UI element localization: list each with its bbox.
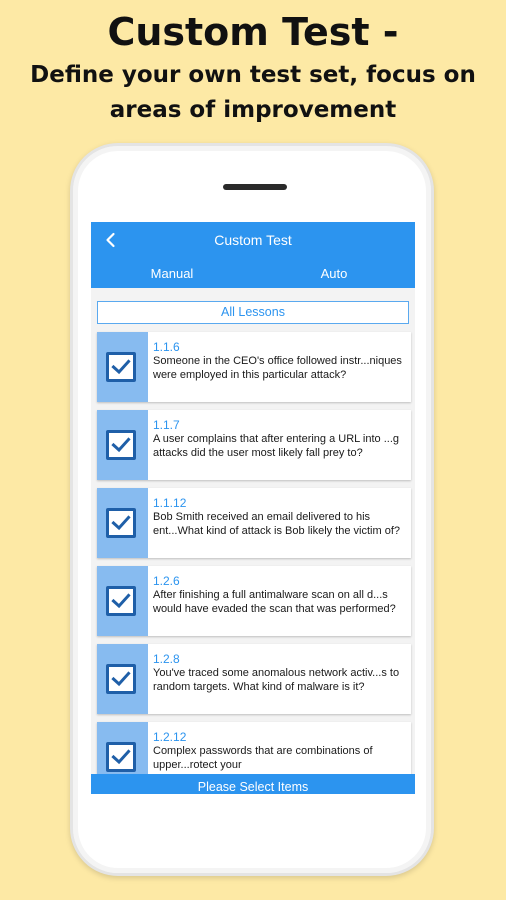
checkmark-icon [111, 670, 131, 688]
item-question-text: Bob Smith received an email delivered to his ent...What kind of attack is Bob likely the victim of? [153, 511, 400, 537]
list-item[interactable] [97, 488, 411, 558]
item-question-text: Someone in the CEO's office followed instr...niques were employed in this particular attack? [153, 355, 402, 381]
item-question-text: A user complains that after entering a URL into ...g attacks did the user most likely fall prey to? [153, 433, 400, 459]
please-select-items-button[interactable]: Please Select Items [91, 774, 415, 794]
item-code: 1.1.12 [153, 496, 187, 510]
list-item[interactable] [97, 644, 411, 714]
checkbox-column [97, 488, 148, 558]
checkbox-column [97, 644, 148, 714]
item-code: 1.1.6 [153, 340, 180, 354]
item-code: 1.2.8 [153, 652, 180, 666]
all-lessons-button[interactable]: All Lessons [97, 301, 409, 324]
tab-manual[interactable]: Manual [150, 266, 194, 281]
checkmark-icon [111, 514, 131, 532]
app-screen [91, 222, 415, 794]
checkmark-icon [111, 748, 131, 766]
checkbox-column [97, 566, 148, 636]
item-checkbox[interactable] [106, 352, 136, 382]
promo-subtitle: Define your own test set, focus on areas of improvement [30, 62, 476, 123]
item-question-text: You've traced some anomalous network activ...s to random targets. What kind of malware is it? [153, 667, 400, 693]
checkmark-icon [111, 436, 131, 454]
promo-title: Custom Test - [107, 10, 399, 54]
item-checkbox[interactable] [106, 586, 136, 616]
list-item[interactable] [97, 410, 411, 480]
item-question-text: After finishing a full antimalware scan on all d...s would have evaded the scan that was performed? [153, 589, 396, 615]
page-title: Custom Test [214, 232, 292, 248]
app-bar [91, 222, 415, 288]
item-checkbox[interactable] [106, 508, 136, 538]
item-question-text: Complex passwords that are combinations of upper...rotect your [153, 745, 373, 771]
item-checkbox[interactable] [106, 742, 136, 772]
list-item[interactable] [97, 332, 411, 402]
item-code: 1.1.7 [153, 418, 180, 432]
item-checkbox[interactable] [106, 430, 136, 460]
checkmark-icon [111, 358, 131, 376]
item-code: 1.2.12 [153, 730, 187, 744]
item-code: 1.2.6 [153, 574, 180, 588]
checkbox-column [97, 410, 148, 480]
tab-indicator [91, 285, 253, 288]
phone-speaker [223, 184, 287, 190]
phone-frame [70, 143, 434, 876]
checkmark-icon [111, 592, 131, 610]
checkbox-column [97, 332, 148, 402]
list-item[interactable] [97, 566, 411, 636]
item-checkbox[interactable] [106, 664, 136, 694]
tab-auto[interactable]: Auto [320, 266, 348, 281]
